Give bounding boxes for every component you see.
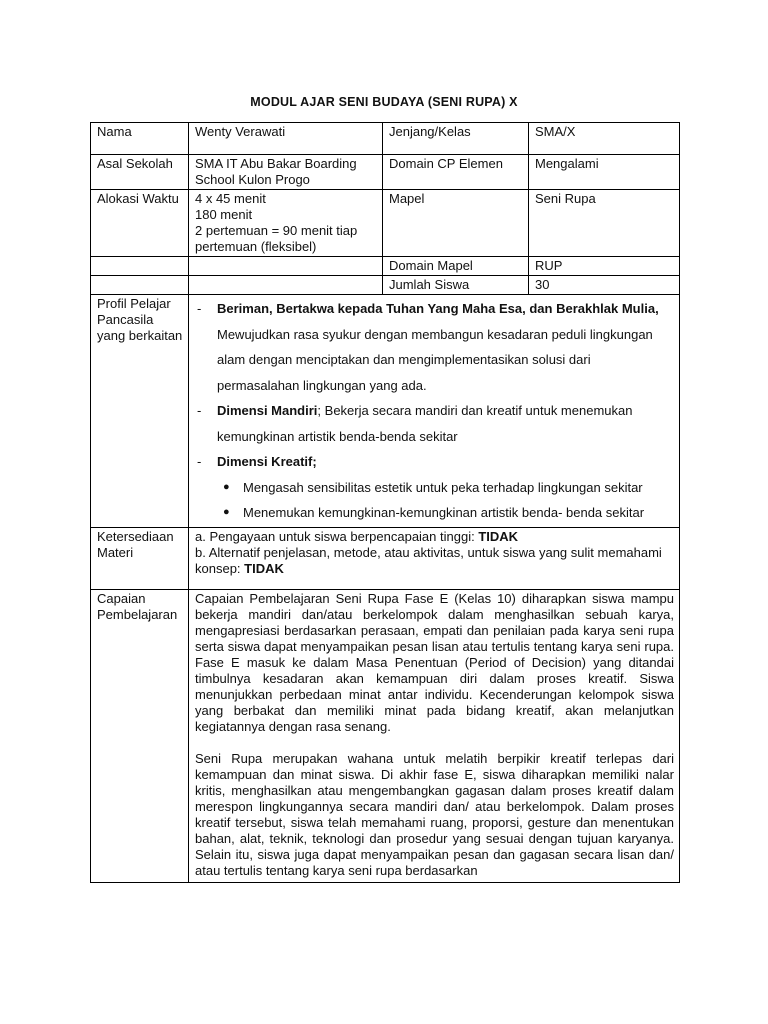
field-label: Capaian Pembelajaran	[91, 589, 189, 882]
sub-list	[217, 475, 674, 526]
ketersediaan-content	[189, 527, 680, 589]
ketersediaan-a	[195, 529, 674, 545]
field-value: Seni Rupa	[529, 190, 680, 257]
dimension-text: Mewujudkan rasa syukur dengan membangun kesadaran peduli lingkungan alam dengan menciptakan dan mengimplementasikan solusi dari permasalahan lingkungan yang ada.	[217, 326, 653, 393]
list-item	[195, 398, 674, 449]
sub-item-text: Menemukan kemungkinan-kemungkinan artistik benda- benda sekitar	[243, 505, 645, 520]
capaian-paragraph: Seni Rupa merupakan wahana untuk melatih berpikir kreatif terlepas dari kemampuan dan minat siswa. Di akhir fase E, siswa diharapkan memiliki nalar kritis, menghasilkan atau mengembangkan gagasan dalam proses kreatif dalam merespon lingkungannya secara mandiri dan/ atau berkelompok. Dalam proses kreatif tersebut, siswa telah memahami ruang, proporsi, gesture dan menentukan bahan, alat, teknik, teknologi dan prosedur yang sesuai dengan tujuan karyanya. Selain itu, siswa juga dapat menyampaikan pesan dan gagasan secara lisan dan/ atau tertulis tentang karya seni rupa berdasarkan	[195, 750, 674, 878]
dimension-text: ; Bekerja secara mandiri dan kreatif untuk menemukan kemungkinan artistik benda-benda sekitar	[217, 403, 633, 444]
field-label: Domain Mapel	[383, 257, 529, 276]
page-title: MODUL AJAR SENI BUDAYA (SENI RUPA) X	[250, 95, 518, 109]
ketersediaan-b-text: b. Alternatif penjelasan, metode, atau aktivitas, untuk siswa yang sulit memahami konsep:	[195, 544, 662, 576]
capaian-content	[189, 589, 680, 882]
ketersediaan-a-text: a. Pengayaan untuk siswa berpencapaian tinggi:	[195, 528, 479, 544]
dash-marker: -	[197, 301, 202, 316]
alokasi-line: 180 menit	[195, 207, 253, 222]
empty-cell	[91, 276, 189, 295]
field-value: RUP	[529, 257, 680, 276]
sub-item-text: Mengasah sensibilitas estetik untuk peka terhadap lingkungan sekitar	[243, 479, 643, 495]
bullet-icon: ●	[223, 506, 230, 518]
list-item	[195, 296, 674, 398]
field-value: Mengalami	[529, 155, 680, 190]
dash-marker: -	[197, 403, 202, 418]
bullet-icon: ●	[223, 480, 230, 493]
list-item	[217, 475, 674, 501]
field-label: Profil Pelajar Pancasila yang berkaitan	[91, 295, 189, 528]
capaian-paragraph: Capaian Pembelajaran Seni Rupa Fase E (Kelas 10) diharapkan siswa mampu bekerja mandiri dan/atau berkelompok dalam menghasilkan sebuah karya, mengapresiasi berdasarkan perasaan, empati dan penilaian pada karya seni rupa serta siswa dapat menyampaikan pesan lisan atau tertulis tentang karya seni rupa. Fase E masuk ke dalam Masa Penentuan (Period of Decision) yang ditandai timbulnya kesadaran akan kemampuan diri dalam proses kreatif. Siswa menunjukkan perbedaan minat antar individu. Kecenderungan kelompok siswa yang berbakat dan memiliki minat pada bidang kreatif, akan melanjutkan kegiatannya dengan rasa senang.	[195, 590, 674, 734]
ketersediaan-a-value: TIDAK	[478, 528, 519, 544]
table-row	[91, 276, 680, 295]
profil-content	[189, 295, 680, 528]
table-row	[91, 190, 680, 257]
field-value: Wenty Verawati	[189, 123, 383, 155]
table-row	[91, 295, 680, 528]
alokasi-line: 4 x 45 menit	[195, 191, 266, 206]
table-row	[91, 155, 680, 190]
field-value: SMA/X	[529, 123, 680, 155]
field-label: Nama	[91, 123, 189, 155]
dimension-title: Dimensi Mandiri	[217, 403, 318, 418]
table-row	[91, 257, 680, 276]
field-label: Asal Sekolah	[91, 155, 189, 190]
field-label: Domain CP Elemen	[383, 155, 529, 190]
profil-list	[195, 296, 674, 526]
empty-cell	[91, 257, 189, 276]
field-value: 30	[529, 276, 680, 295]
field-value	[189, 190, 383, 257]
field-label: Jumlah Siswa	[383, 276, 529, 295]
list-item	[217, 500, 674, 526]
dash-marker: -	[197, 454, 202, 469]
table-row	[91, 527, 680, 589]
dimension-title: Dimensi Kreatif;	[217, 454, 317, 469]
empty-cell	[189, 276, 383, 295]
table-row	[91, 589, 680, 882]
table-row	[91, 123, 680, 155]
field-label: Mapel	[383, 190, 529, 257]
field-label: Jenjang/Kelas	[383, 123, 529, 155]
module-table	[90, 122, 680, 883]
alokasi-line: 2 pertemuan = 90 menit tiap pertemuan (fleksibel)	[195, 223, 358, 254]
field-label: Ketersediaan Materi	[91, 527, 189, 589]
field-value: SMA IT Abu Bakar Boarding School Kulon Progo	[189, 155, 383, 190]
field-label: Alokasi Waktu	[91, 190, 189, 257]
dimension-title: Beriman, Bertakwa kepada Tuhan Yang Maha Esa, dan Berakhlak Mulia,	[217, 301, 659, 316]
empty-cell	[189, 257, 383, 276]
list-item	[195, 449, 674, 526]
ketersediaan-b-value: TIDAK	[244, 560, 284, 576]
ketersediaan-b	[195, 545, 674, 577]
